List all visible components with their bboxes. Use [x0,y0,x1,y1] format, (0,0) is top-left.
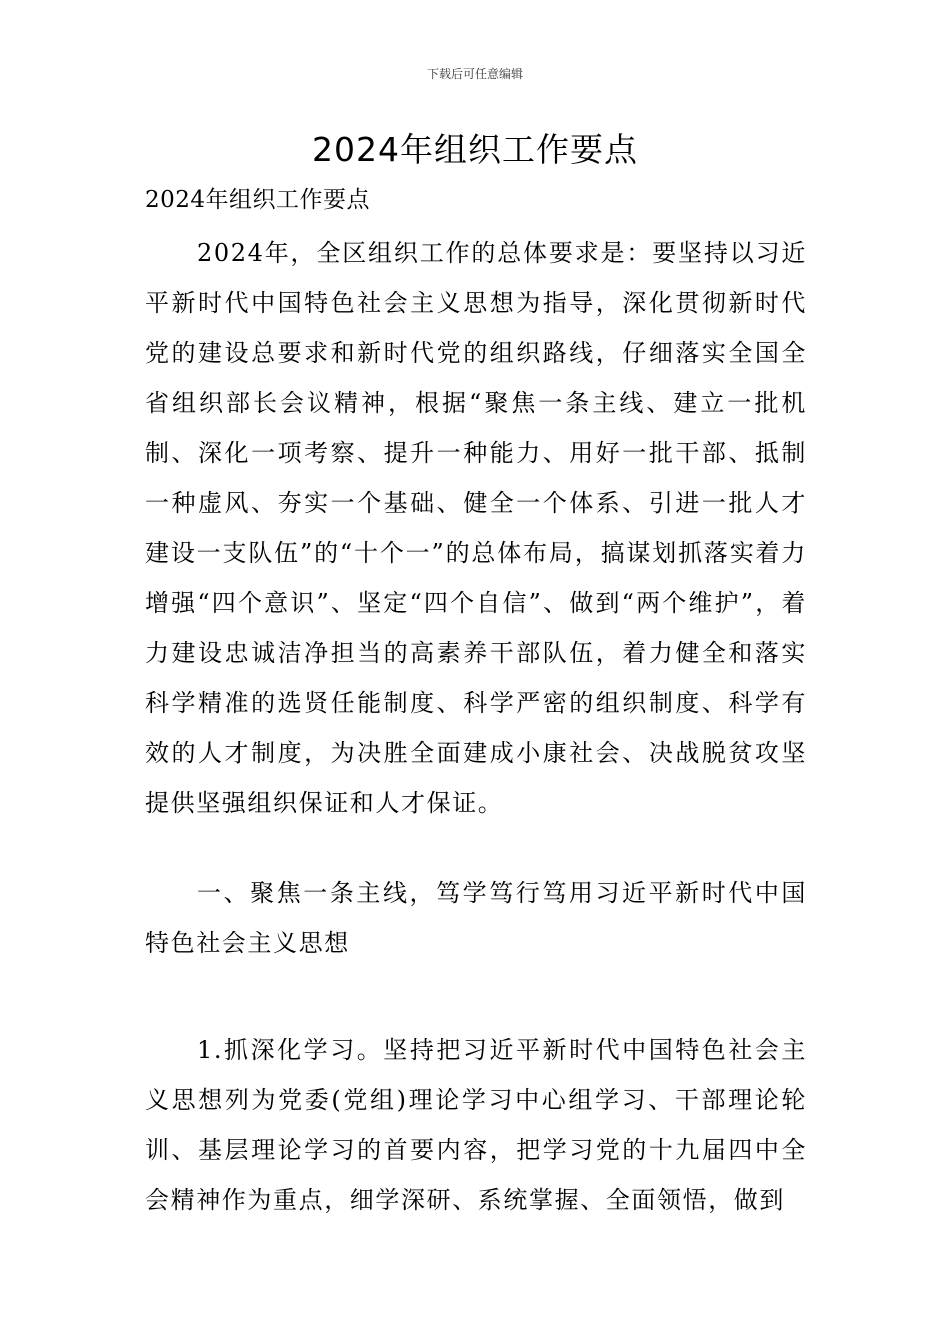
document-title: 2024年组织工作要点 [312,130,638,169]
paragraph-general-requirements: 2024年，全区组织工作的总体要求是：要坚持以习近平新时代中国特色社会主义思想为指导，深化贯彻新时代党的建设总要求和新时代党的组织路线，仔细落实全国全省组织部长会议精神，根据“聚焦一条主线、建立一批机制、深化一项考察、提升一种能力、用好一批干部、抵制一种虚风、夯实一个基础、健全一个体系、引进一批人才建设一支队伍”的“十个一”的总体布局，搞谋划抓落实着力增强“四个意识”、坚定“四个自信”、做到“两个维护”，着力建设忠诚洁净担当的高素养干部队伍，着力健全和落实科学精准的选贤任能制度、科学严密的组织制度、科学有效的人才制度，为决胜全面建成小康社会、决战脱贫攻坚提供坚强组织保证和人才保证。 [145,239,807,817]
paragraph-item-1: 1.抓深化学习。坚持把习近平新时代中国特色社会主义思想列为党委(党组)理论学习中心组学习、干部理论轮训、基层理论学习的首要内容，把学习党的十九届四中全会精神作为重点，细学深研、系统掌握、全面领悟，做到 [145,1036,807,1214]
page-header-note: 下载后可任意编辑 [426,67,523,81]
document-subtitle: 2024年组织工作要点 [145,187,371,213]
section-heading-1: 一、聚焦一条主线，笃学笃行笃用习近平新时代中国特色社会主义思想 [145,879,807,957]
